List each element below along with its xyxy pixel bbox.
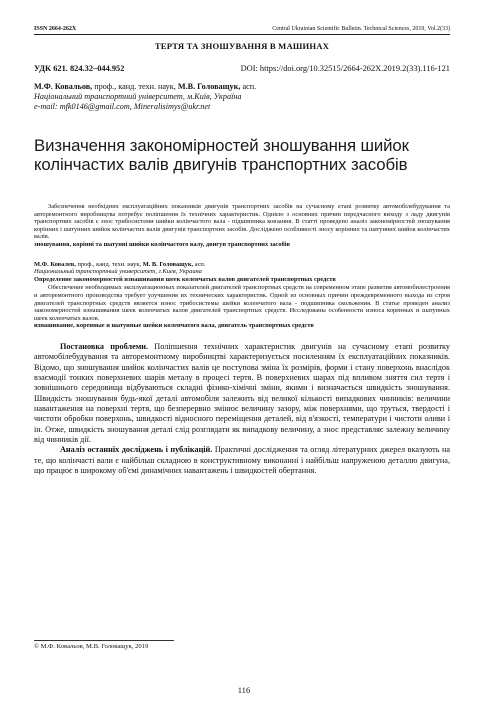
- abstract-russian: [34, 261, 450, 330]
- author-1-name: М.Ф. Ковальов,: [34, 82, 95, 91]
- body-text: [34, 342, 450, 476]
- paragraph-1-text: Поліпшення технічних характеристик двигунів на сучасному етапі розвитку автомобілебудування та авторемонтному виробництві характеризується посиленням їх експлуатаційних показників. Відомо, що зношування шийок колінчастих валів це поступова зміна їх розмірів, форми і стану поверхонь внаслідок взаємодії тонких поверхневих шарів металу в процесі тертя. В поверхневих шарах під впливом зняття сил тертя і зовнішнього середовища відбуваються складні фізико-хімічні зміни, якими і визначається швидкість зношування. Швидкість зношування будь-якої деталі автомобіля залежить від великої кількості випадкових чинників: величини навантаження на поверхні тертя, що безперервно змінює величину зазору, між поверхнями, що труться, твердості і чистоти обробки поверхонь, швидкості відносного переміщення деталей, від в'язкості, температури і чистоти оливи і ін. Отже, швидкість зношування деталі слід розглядати як випадкову величину, а знос представляє залежну величину від чинників дії.: [34, 341, 450, 444]
- abstract-ru-rank-1: проф., канд. техн. наук,: [77, 260, 143, 268]
- abstract-ru-authors: [34, 261, 450, 269]
- paragraph-2-heading: Аналіз останніх досліджень і публікацій.: [60, 445, 213, 455]
- udk-doi-line: [34, 64, 450, 73]
- abstract-ru-keywords: изнашивание, коренные и шатунные шейки коленчатого вала, двигатель транспортных средств: [34, 322, 314, 330]
- paragraph-1-heading: Постановка проблеми.: [60, 341, 149, 351]
- abstract-uk-text: Забезпечення необхідних експлуатаційних показників двигунів транспортних засобів на сучасному етапі розвитку автомобілебудування та авторемонтного виробництва потребує поліпшення їх технічних характеристик. Однією з основних причин передчасного виходу з ладу двигунів транспортних засобів є знос трибосистеми шийки колінчастого вала - підшипника ковзання. В статті проведено аналіз закономірностей зношування корінних і шатунних шийок колінчастих валів двигунів транспортних засобів. Досліджено особливості зносу корінних та шатунних шийок колінчастих валів.: [34, 203, 450, 241]
- doi-link[interactable]: DOI: https://doi.org/10.32515/2664-262X.2019.2(33).116-121: [240, 64, 450, 73]
- paper-title: Визначення закономірностей зношування шийок колінчастих валів двигунів транспортних засобів: [34, 136, 409, 174]
- udk-code: УДК 621. 824.32–044.952: [34, 64, 125, 73]
- abstract-uk-keywords: зношування, корінні та шатунні шийки колінчастого валу, двигун транспортних засобів: [34, 240, 291, 248]
- issn: ISSN 2664-262X: [34, 26, 77, 32]
- paragraph-2-text: Практичні дослідження та огляд літературних джерел вказують на те, що колінчасті вали є найбільш складною в конструктивному виконанні і найбільш напруженою деталлю двигуна, що працює в широкому об'ємі динамічних навантажень і швидкостей обертання.: [34, 445, 450, 476]
- abstract-ru-rank-2: асп.: [194, 260, 206, 268]
- author-1-rank: проф., канд. техн. наук,: [94, 82, 178, 91]
- footnote-rule: [34, 640, 174, 641]
- author-institution: Національний транспортний університет, м.Київ, Україна: [34, 92, 242, 101]
- copyright-text: © М.Ф. Ковальов, М.В. Головащук, 2019: [34, 643, 149, 650]
- abstract-ukrainian: [34, 203, 450, 249]
- running-header: [34, 26, 450, 35]
- abstract-ru-text: Обеспечение необходимых эксплуатационных показателей двигателей транспортных средств на современном этапе развития автомобилестроения и авторемонтного производства требует улучшения их технических характеристик. Одной из основных причин преждевременного выхода из строя двигателей транспортных средств является износ трибосистемы шейки коленчатого вала - подшипника скольжения. В статье проведен анализ закономерностей изнашивания шеек коленчатых валов двигателей транспортных средств. Исследованы особенности износа коренных и шатунных шеек коленчатых валов.: [34, 284, 450, 322]
- abstract-ru-author-2: М. В. Головащук,: [142, 260, 195, 268]
- paragraph-literature-review: [34, 445, 450, 476]
- page-number: 116: [237, 685, 251, 695]
- section-title: ТЕРТЯ ТА ЗНОШУВАННЯ В МАШИНАХ: [154, 41, 330, 51]
- abstract-ru-author-1: М.Ф. Ковалев,: [34, 260, 78, 268]
- author-email[interactable]: e-mail: mfk0146@gmail.com, Mineralisimys@ukr.net: [34, 102, 211, 111]
- author-2-rank: асп.: [242, 82, 257, 91]
- paragraph-problem-statement: [34, 342, 450, 445]
- abstract-ru-institution: Национальный транспортный университет, г.Киев, Украина: [34, 268, 202, 276]
- author-line: [34, 82, 450, 92]
- copyright-footnote: [34, 640, 450, 650]
- journal-name: Central Ukrainian Scientific Bulletin. Technical Sciences, 2019, Vol.2(33): [272, 26, 450, 32]
- abstract-ru-title: Определение закономерностей изнашивания шеек коленчатых валов двигателей транспортных средств: [34, 275, 336, 283]
- authors-block: [34, 82, 450, 112]
- author-2-name: М.В. Головащук,: [177, 82, 243, 91]
